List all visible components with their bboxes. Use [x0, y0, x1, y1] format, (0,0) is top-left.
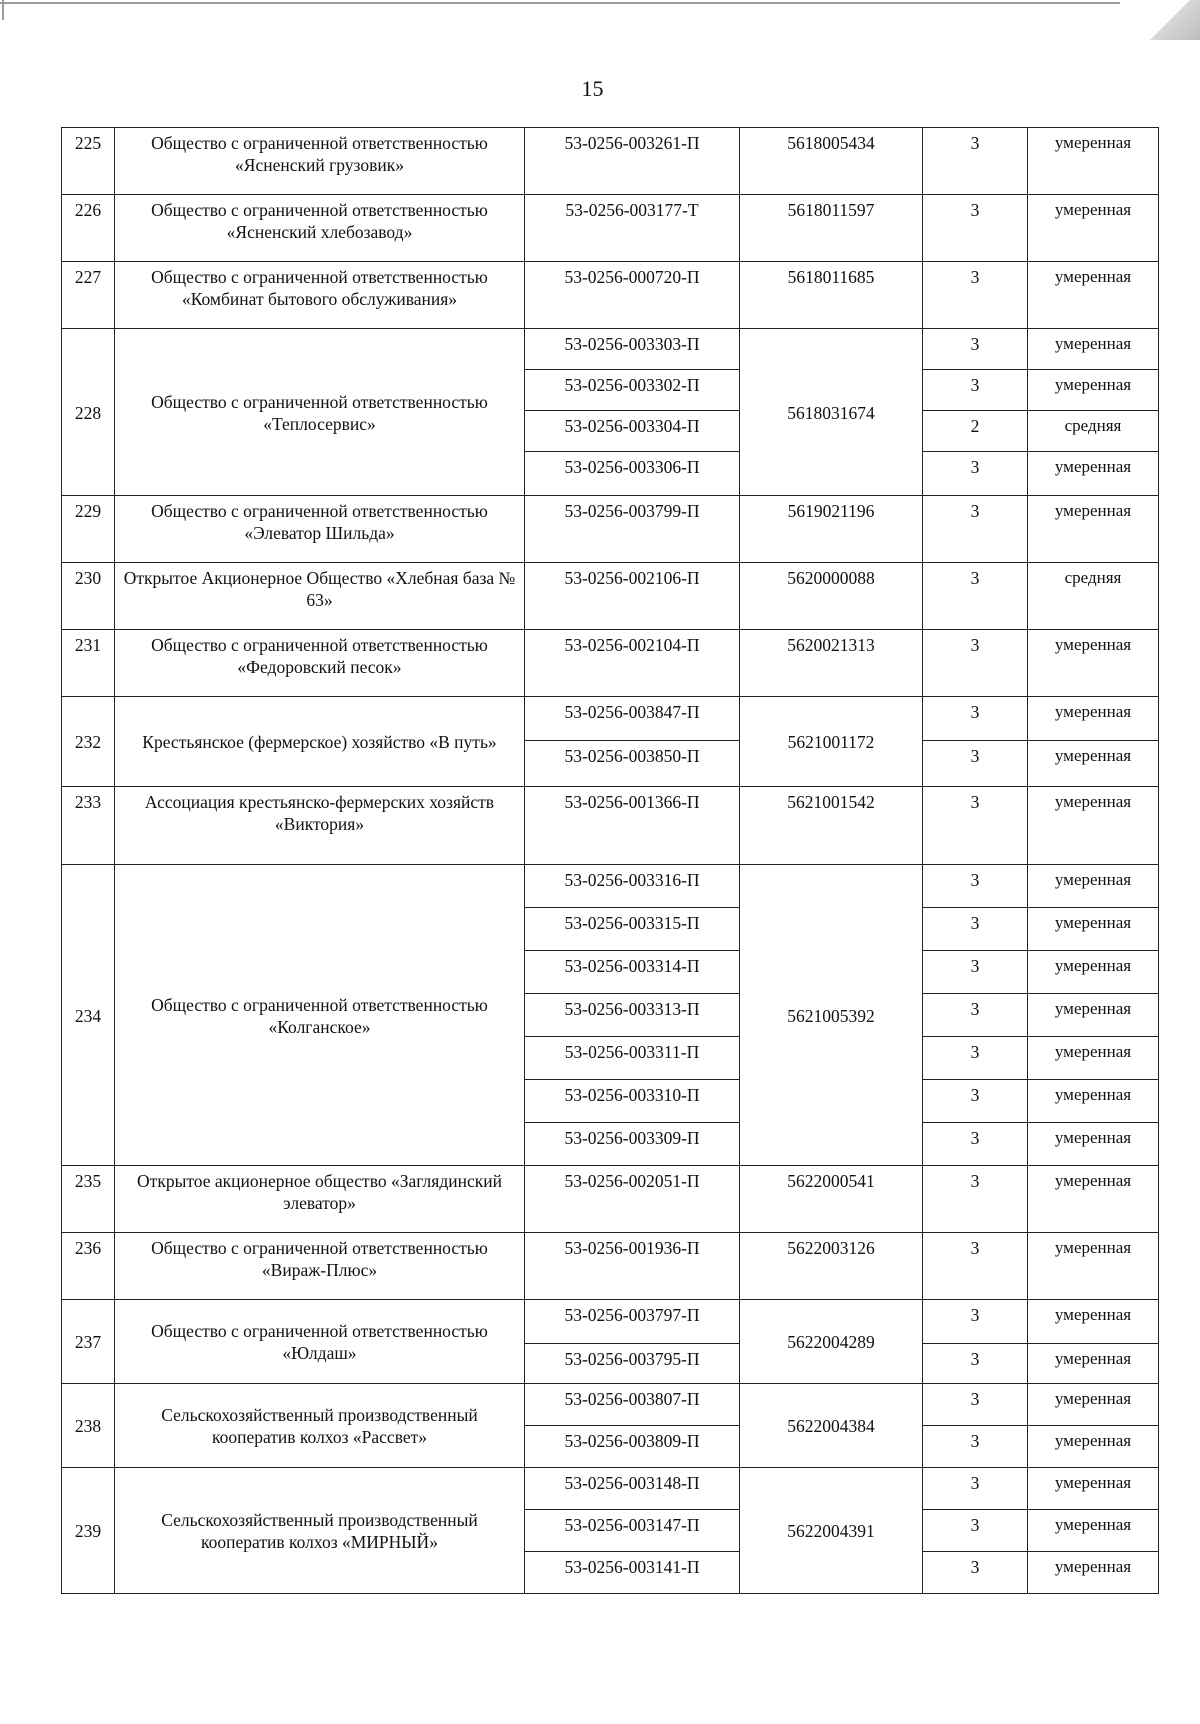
hazard-category: 3	[923, 1123, 1028, 1166]
hazard-category: 3	[923, 1552, 1028, 1594]
organization-name: Общество с ограниченной ответственностью «Колганское»	[115, 865, 525, 1166]
hazard-category: 2	[923, 411, 1028, 452]
organization-name: Ассоциация крестьянско-фермерских хозяйств «Виктория»	[115, 787, 525, 865]
organization-name: Сельскохозяйственный производственный кооператив колхоз «Рассвет»	[115, 1384, 525, 1468]
hazard-category: 3	[923, 1344, 1028, 1384]
table-row	[62, 1384, 1159, 1426]
hazard-category: 3	[923, 370, 1028, 411]
inn-value: 5622000541	[740, 1166, 923, 1233]
inn-value: 5618005434	[740, 128, 923, 195]
hazard-category: 3	[923, 195, 1028, 262]
hazard-category: 3	[923, 1080, 1028, 1123]
inn-value: 5622003126	[740, 1233, 923, 1300]
risk-level: умеренная	[1028, 496, 1159, 563]
object-registration-code: 53-0256-003795-П	[525, 1344, 740, 1384]
table-row	[62, 630, 1159, 697]
object-registration-code: 53-0256-003302-П	[525, 370, 740, 411]
page-number: 15	[581, 76, 604, 101]
row-number: 234	[62, 865, 115, 1166]
risk-level: умеренная	[1028, 994, 1159, 1037]
object-registration-code: 53-0256-003309-П	[525, 1123, 740, 1166]
hazard-category: 3	[923, 1384, 1028, 1426]
row-number: 233	[62, 787, 115, 865]
organization-name: Общество с ограниченной ответственностью «Элеватор Шильда»	[115, 496, 525, 563]
object-registration-code: 53-0256-003315-П	[525, 908, 740, 951]
risk-level: умеренная	[1028, 1080, 1159, 1123]
hazard-category: 3	[923, 630, 1028, 697]
inn-value: 5618031674	[740, 329, 923, 496]
object-registration-code: 53-0256-003310-П	[525, 1080, 740, 1123]
table-row	[62, 496, 1159, 563]
risk-level: умеренная	[1028, 951, 1159, 994]
hazard-category: 3	[923, 994, 1028, 1037]
table-row	[62, 1166, 1159, 1233]
object-registration-code: 53-0256-001936-П	[525, 1233, 740, 1300]
risk-level: умеренная	[1028, 1384, 1159, 1426]
object-registration-code: 53-0256-003809-П	[525, 1426, 740, 1468]
scan-folded-corner	[1140, 0, 1200, 40]
risk-level: умеренная	[1028, 630, 1159, 697]
risk-level: умеренная	[1028, 1552, 1159, 1594]
scan-edge-top	[0, 2, 1120, 4]
object-registration-code: 53-0256-002104-П	[525, 630, 740, 697]
hazard-category: 3	[923, 865, 1028, 908]
row-number: 228	[62, 329, 115, 496]
risk-level: умеренная	[1028, 1233, 1159, 1300]
object-registration-code: 53-0256-001366-П	[525, 787, 740, 865]
row-number: 239	[62, 1468, 115, 1594]
table-row	[62, 329, 1159, 370]
inn-value: 5622004391	[740, 1468, 923, 1594]
inn-value: 5621001542	[740, 787, 923, 865]
table-row	[62, 1300, 1159, 1344]
object-registration-code: 53-0256-003147-П	[525, 1510, 740, 1552]
inn-value: 5619021196	[740, 496, 923, 563]
object-registration-code: 53-0256-003311-П	[525, 1037, 740, 1080]
object-registration-code: 53-0256-003303-П	[525, 329, 740, 370]
risk-level: средняя	[1028, 411, 1159, 452]
hazard-category: 3	[923, 1037, 1028, 1080]
risk-level: умеренная	[1028, 1166, 1159, 1233]
object-registration-code: 53-0256-003847-П	[525, 697, 740, 741]
object-registration-code: 53-0256-003261-П	[525, 128, 740, 195]
inn-value: 5622004384	[740, 1384, 923, 1468]
hazard-category: 3	[923, 1166, 1028, 1233]
object-registration-code: 53-0256-003797-П	[525, 1300, 740, 1344]
object-registration-code: 53-0256-003316-П	[525, 865, 740, 908]
risk-level: умеренная	[1028, 1123, 1159, 1166]
risk-level: умеренная	[1028, 452, 1159, 496]
scan-edge-left	[2, 0, 4, 20]
row-number: 232	[62, 697, 115, 787]
table-row	[62, 787, 1159, 865]
row-number: 231	[62, 630, 115, 697]
object-registration-code: 53-0256-003177-Т	[525, 195, 740, 262]
risk-level: умеренная	[1028, 697, 1159, 741]
hazard-category: 3	[923, 697, 1028, 741]
organization-name: Общество с ограниченной ответственностью «Юлдаш»	[115, 1300, 525, 1384]
inn-value: 5621005392	[740, 865, 923, 1166]
hazard-category: 3	[923, 908, 1028, 951]
inn-value: 5621001172	[740, 697, 923, 787]
table-row	[62, 563, 1159, 630]
row-number: 225	[62, 128, 115, 195]
risk-level: умеренная	[1028, 908, 1159, 951]
organization-name: Общество с ограниченной ответственностью «Федоровский песок»	[115, 630, 525, 697]
risk-level: умеренная	[1028, 1037, 1159, 1080]
risk-level: умеренная	[1028, 787, 1159, 865]
row-number: 230	[62, 563, 115, 630]
object-registration-code: 53-0256-002051-П	[525, 1166, 740, 1233]
object-registration-code: 53-0256-003313-П	[525, 994, 740, 1037]
object-registration-code: 53-0256-003148-П	[525, 1468, 740, 1510]
table-row	[62, 865, 1159, 908]
risk-level: умеренная	[1028, 128, 1159, 195]
organization-name: Открытое Акционерное Общество «Хлебная база № 63»	[115, 563, 525, 630]
organization-name: Общество с ограниченной ответственностью «Комбинат бытового обслуживания»	[115, 262, 525, 329]
object-registration-code: 53-0256-000720-П	[525, 262, 740, 329]
object-registration-code: 53-0256-003304-П	[525, 411, 740, 452]
inn-value: 5622004289	[740, 1300, 923, 1384]
risk-level: средняя	[1028, 563, 1159, 630]
risk-level: умеренная	[1028, 370, 1159, 411]
organization-name: Открытое акционерное общество «Заглядинский элеватор»	[115, 1166, 525, 1233]
table-row	[62, 195, 1159, 262]
registry-body	[62, 128, 1159, 1594]
object-registration-code: 53-0256-003850-П	[525, 741, 740, 787]
organization-name: Общество с ограниченной ответственностью «Вираж-Плюс»	[115, 1233, 525, 1300]
risk-level: умеренная	[1028, 1426, 1159, 1468]
hazard-category: 3	[923, 1233, 1028, 1300]
hazard-category: 3	[923, 1300, 1028, 1344]
inn-value: 5618011597	[740, 195, 923, 262]
organization-name: Общество с ограниченной ответственностью «Ясненский хлебозавод»	[115, 195, 525, 262]
risk-level: умеренная	[1028, 1300, 1159, 1344]
object-registration-code: 53-0256-003141-П	[525, 1552, 740, 1594]
object-registration-code: 53-0256-002106-П	[525, 563, 740, 630]
inn-value: 5620000088	[740, 563, 923, 630]
hazard-category: 3	[923, 262, 1028, 329]
hazard-category: 3	[923, 452, 1028, 496]
organization-name: Сельскохозяйственный производственный кооператив колхоз «МИРНЫЙ»	[115, 1468, 525, 1594]
risk-level: умеренная	[1028, 262, 1159, 329]
table-row	[62, 262, 1159, 329]
risk-level: умеренная	[1028, 1510, 1159, 1552]
inn-value: 5618011685	[740, 262, 923, 329]
risk-level: умеренная	[1028, 741, 1159, 787]
hazard-category: 3	[923, 496, 1028, 563]
table-row	[62, 128, 1159, 195]
registry-table	[61, 127, 1159, 1594]
hazard-category: 3	[923, 1510, 1028, 1552]
row-number: 229	[62, 496, 115, 563]
organization-name: Общество с ограниченной ответственностью «Ясненский грузовик»	[115, 128, 525, 195]
organization-name: Общество с ограниченной ответственностью «Теплосервис»	[115, 329, 525, 496]
hazard-category: 3	[923, 1426, 1028, 1468]
risk-level: умеренная	[1028, 1468, 1159, 1510]
risk-level: умеренная	[1028, 329, 1159, 370]
hazard-category: 3	[923, 128, 1028, 195]
organization-name: Крестьянское (фермерское) хозяйство «В путь»	[115, 697, 525, 787]
row-number: 238	[62, 1384, 115, 1468]
inn-value: 5620021313	[740, 630, 923, 697]
row-number: 235	[62, 1166, 115, 1233]
object-registration-code: 53-0256-003314-П	[525, 951, 740, 994]
object-registration-code: 53-0256-003807-П	[525, 1384, 740, 1426]
row-number: 227	[62, 262, 115, 329]
table-row	[62, 1468, 1159, 1510]
risk-level: умеренная	[1028, 195, 1159, 262]
hazard-category: 3	[923, 787, 1028, 865]
hazard-category: 3	[923, 563, 1028, 630]
risk-level: умеренная	[1028, 865, 1159, 908]
hazard-category: 3	[923, 741, 1028, 787]
row-number: 226	[62, 195, 115, 262]
risk-level: умеренная	[1028, 1344, 1159, 1384]
hazard-category: 3	[923, 329, 1028, 370]
table-row	[62, 1233, 1159, 1300]
hazard-category: 3	[923, 951, 1028, 994]
hazard-category: 3	[923, 1468, 1028, 1510]
object-registration-code: 53-0256-003306-П	[525, 452, 740, 496]
row-number: 236	[62, 1233, 115, 1300]
row-number: 237	[62, 1300, 115, 1384]
table-row	[62, 697, 1159, 741]
object-registration-code: 53-0256-003799-П	[525, 496, 740, 563]
